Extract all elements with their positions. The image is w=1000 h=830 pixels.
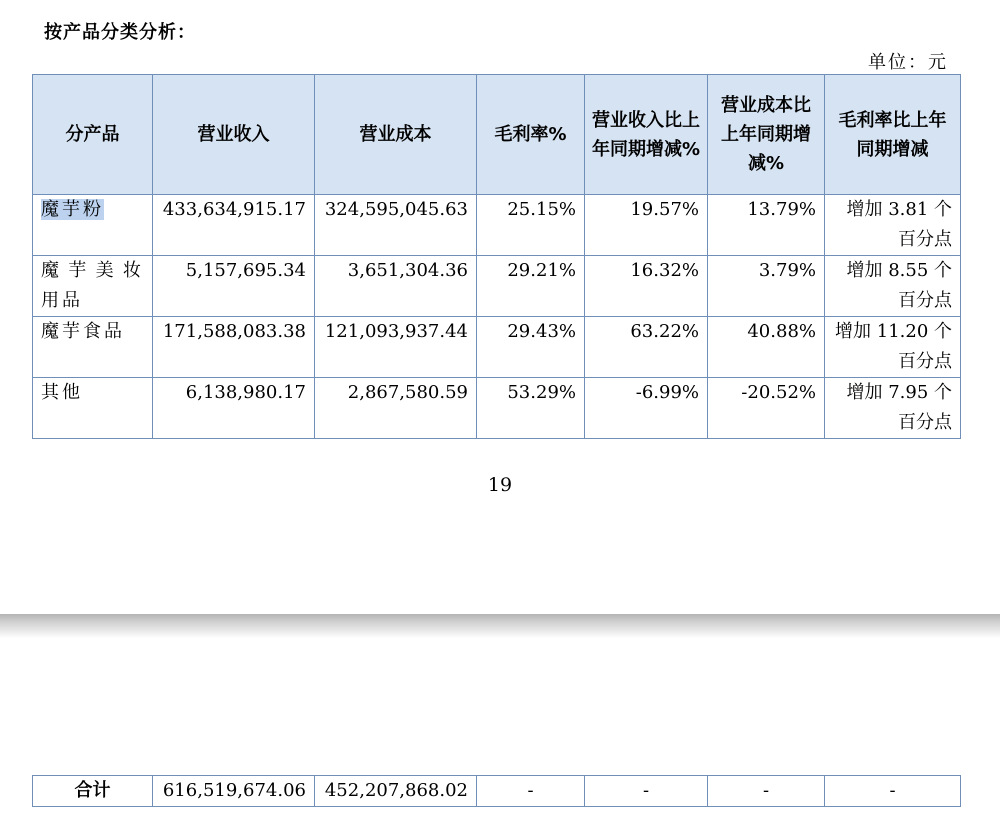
page-break-divider xyxy=(0,614,1000,638)
page-number: 19 xyxy=(487,474,513,496)
product-analysis-table xyxy=(32,74,961,439)
product-cell[interactable] xyxy=(33,195,153,256)
revenue-cell: 433,634,915.17 xyxy=(153,195,315,256)
total-revenue-cell: 616,519,674.06 xyxy=(153,776,315,807)
table-header-row xyxy=(33,75,961,195)
total-cost-change-cell: - xyxy=(708,776,825,807)
header-revenue: 营业收入 xyxy=(153,75,315,195)
section-title: 按产品分类分析： xyxy=(44,22,196,43)
selected-text[interactable]: 魔芋粉 xyxy=(41,199,104,220)
header-revenue-change: 营业收入比上年同期增减% xyxy=(585,75,708,195)
revenue-change-cell: 16.32% xyxy=(585,256,708,317)
revenue-change-cell: 63.22% xyxy=(585,317,708,378)
header-cost: 营业成本 xyxy=(315,75,477,195)
cost-change-cell: 3.79% xyxy=(708,256,825,317)
unit-label: 单位：元 xyxy=(868,52,948,73)
header-product: 分产品 xyxy=(33,75,153,195)
table-row xyxy=(33,317,961,378)
table-row xyxy=(33,378,961,439)
cost-change-cell: -20.52% xyxy=(708,378,825,439)
cost-change-cell: 13.79% xyxy=(708,195,825,256)
gross-margin-cell: 25.15% xyxy=(477,195,585,256)
cost-cell: 121,093,937.44 xyxy=(315,317,477,378)
revenue-cell: 6,138,980.17 xyxy=(153,378,315,439)
margin-change-cell: 增加 11.20 个百分点 xyxy=(825,317,961,378)
margin-change-cell: 增加 7.95 个百分点 xyxy=(825,378,961,439)
header-cost-change: 营业成本比上年同期增减% xyxy=(708,75,825,195)
revenue-change-cell: -6.99% xyxy=(585,378,708,439)
product-cell: 魔芋食品 xyxy=(33,317,153,378)
header-gross-margin: 毛利率% xyxy=(477,75,585,195)
gross-margin-cell: 29.43% xyxy=(477,317,585,378)
product-cell: 其他 xyxy=(33,378,153,439)
table-row xyxy=(33,256,961,317)
revenue-cell: 171,588,083.38 xyxy=(153,317,315,378)
cost-cell: 3,651,304.36 xyxy=(315,256,477,317)
cost-change-cell: 40.88% xyxy=(708,317,825,378)
margin-change-cell: 增加 3.81 个百分点 xyxy=(825,195,961,256)
gross-margin-cell: 53.29% xyxy=(477,378,585,439)
table-row xyxy=(33,195,961,256)
total-table xyxy=(32,775,961,807)
cost-cell: 2,867,580.59 xyxy=(315,378,477,439)
product-cell: 魔芋美妆用品 xyxy=(33,256,153,317)
revenue-cell: 5,157,695.34 xyxy=(153,256,315,317)
total-row xyxy=(33,776,961,807)
total-label: 合计 xyxy=(33,776,153,807)
total-margin-change-cell: - xyxy=(825,776,961,807)
gross-margin-cell: 29.21% xyxy=(477,256,585,317)
total-cost-cell: 452,207,868.02 xyxy=(315,776,477,807)
total-gross-margin-cell: - xyxy=(477,776,585,807)
header-margin-change: 毛利率比上年同期增减 xyxy=(825,75,961,195)
revenue-change-cell: 19.57% xyxy=(585,195,708,256)
cost-cell: 324,595,045.63 xyxy=(315,195,477,256)
margin-change-cell: 增加 8.55 个百分点 xyxy=(825,256,961,317)
total-revenue-change-cell: - xyxy=(585,776,708,807)
